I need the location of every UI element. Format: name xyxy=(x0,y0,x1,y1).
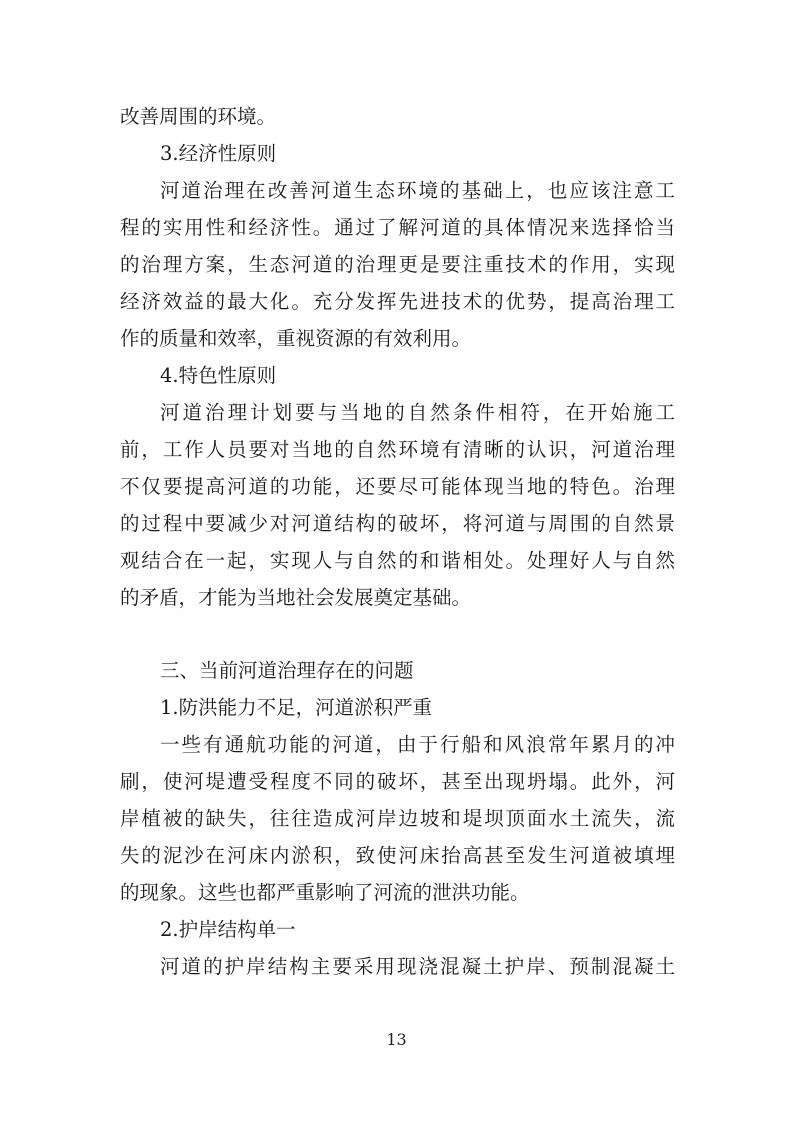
paragraph-line: 程的实用性和经济性。通过了解河道的具体情况来选择恰当 xyxy=(120,216,675,239)
paragraph-line: 不仅要提高河道的功能，还要尽可能体现当地的特色。治理 xyxy=(120,475,675,498)
paragraph-line: 的治理方案，生态河道的治理更是要注重技术的作用，实现 xyxy=(120,253,675,276)
page-number: 13 xyxy=(386,1030,407,1049)
section-heading-flood: 1.防洪能力不足，河道淤积严重 xyxy=(160,696,433,719)
chapter-heading: 三、当前河道治理存在的问题 xyxy=(160,659,414,682)
paragraph-line: 的过程中要减少对河道结构的破坏，将河道与周围的自然景 xyxy=(120,512,675,535)
section-heading-characteristic: 4.特色性原则 xyxy=(160,364,277,387)
paragraph-line: 失的泥沙在河床内淤积，致使河床抬高甚至发生河道被填埋 xyxy=(120,844,675,867)
paragraph-line: 作的质量和效率，重视资源的有效利用。 xyxy=(120,327,472,350)
section-heading-revetment: 2.护岸结构单一 xyxy=(160,918,296,941)
paragraph-line: 河道治理在改善河道生态环境的基础上，也应该注意工 xyxy=(160,179,675,202)
paragraph-line: 的现象。这些也都严重影响了河流的泄洪功能。 xyxy=(120,881,530,904)
section-gap xyxy=(120,616,675,652)
paragraph-line: 前，工作人员要对当地的自然环境有清晰的认识，河道治理 xyxy=(120,438,675,461)
section-heading-economy: 3.经济性原则 xyxy=(160,142,277,165)
paragraph-line: 的矛盾，才能为当地社会发展奠定基础。 xyxy=(120,586,472,609)
paragraph-line: 河道治理计划要与当地的自然条件相符，在开始施工 xyxy=(160,401,675,424)
paragraph-line: 观结合在一起，实现人与自然的和谐相处。处理好人与自然 xyxy=(120,549,675,572)
paragraph-line: 刷，使河堤遭受程度不同的破坏，甚至出现坍塌。此外，河 xyxy=(120,770,675,793)
paragraph-line: 一些有通航功能的河道，由于行船和风浪常年累月的冲 xyxy=(160,733,675,756)
paragraph-line: 岸植被的缺失，往往造成河岸边坡和堤坝顶面水土流失，流 xyxy=(120,807,675,830)
paragraph-line: 河道的护岸结构主要采用现浇混凝土护岸、预制混凝土 xyxy=(160,955,675,978)
paragraph-line: 经济效益的最大化。充分发挥先进技术的优势，提高治理工 xyxy=(120,290,675,313)
paragraph-line: 改善周围的环境。 xyxy=(120,105,277,128)
body-text xyxy=(120,98,675,985)
